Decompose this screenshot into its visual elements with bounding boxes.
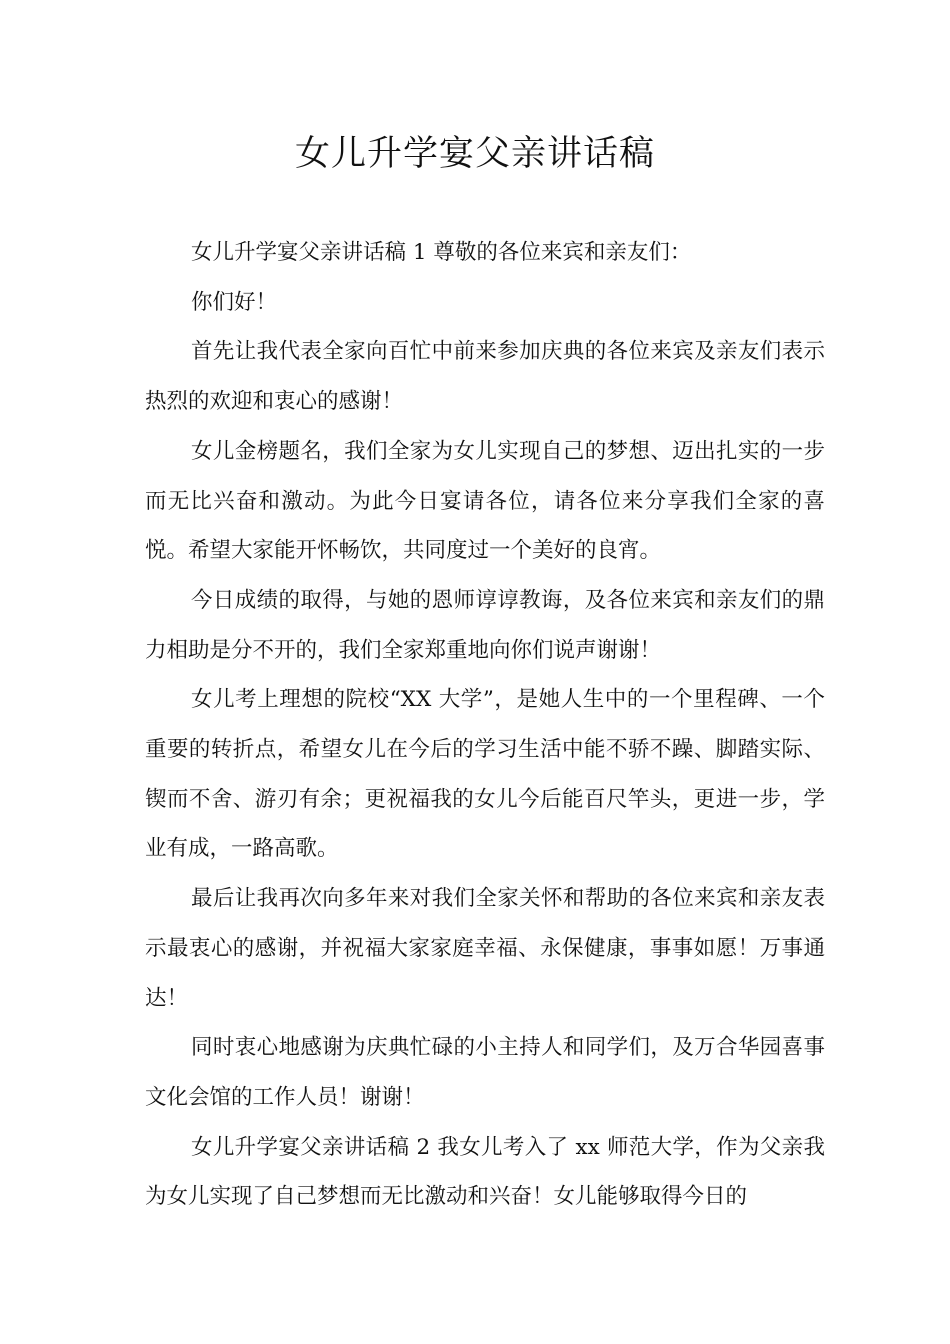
paragraph-thanks-teachers: 今日成绩的取得，与她的恩师谆谆教诲，及各位来宾和亲友们的鼎力相助是分不开的，我们全家郑重地向你们说声谢谢！	[145, 587, 825, 663]
document-title: 女儿升学宴父亲讲话稿	[294, 134, 655, 174]
paragraph-final-thanks: 最后让我再次向多年来对我们全家关怀和帮助的各位来宾和亲友表示最衷心的感谢，并祝福大家家庭幸福、永保健康，事事如愿！万事通达！	[145, 886, 825, 1011]
paragraph-milestone: 女儿考上理想的院校“XX 大学”，是她人生中的一个里程碑、一个重要的转折点，希望女儿在今后的学习生活中能不骄不躁、脚踏实际、锲而不舍、游刃有余；更祝福我的女儿今后能百尺竿头，更进一步，学业有成，一路高歌。	[145, 687, 825, 862]
paragraph-congrats: 女儿金榜题名，我们全家为女儿实现自己的梦想、迈出扎实的一步而无比兴奋和激动。为此今日宴请各位，请各位来分享我们全家的喜悦。希望大家能开怀畅饮，共同度过一个美好的良宵。	[145, 438, 825, 564]
paragraph-staff-thanks: 同时衷心地感谢为庆典忙碌的小主持人和同学们，及万合华园喜事文化会馆的工作人员！谢谢！	[145, 1035, 825, 1110]
paragraph-speech-two: 女儿升学宴父亲讲话稿 2 我女儿考入了 xx 师范大学，作为父亲我为女儿实现了自己梦想而无比激动和兴奋！女儿能够取得今日的	[145, 1134, 825, 1210]
paragraph-greeting: 女儿升学宴父亲讲话稿 1 尊敬的各位来宾和亲友们：	[191, 240, 692, 265]
paragraph-hello: 你们好！	[191, 289, 278, 315]
document-body	[145, 228, 825, 1222]
paragraph-welcome: 首先让我代表全家向百忙中前来参加庆典的各位来宾及亲友们表示热烈的欢迎和衷心的感谢！	[145, 339, 825, 415]
